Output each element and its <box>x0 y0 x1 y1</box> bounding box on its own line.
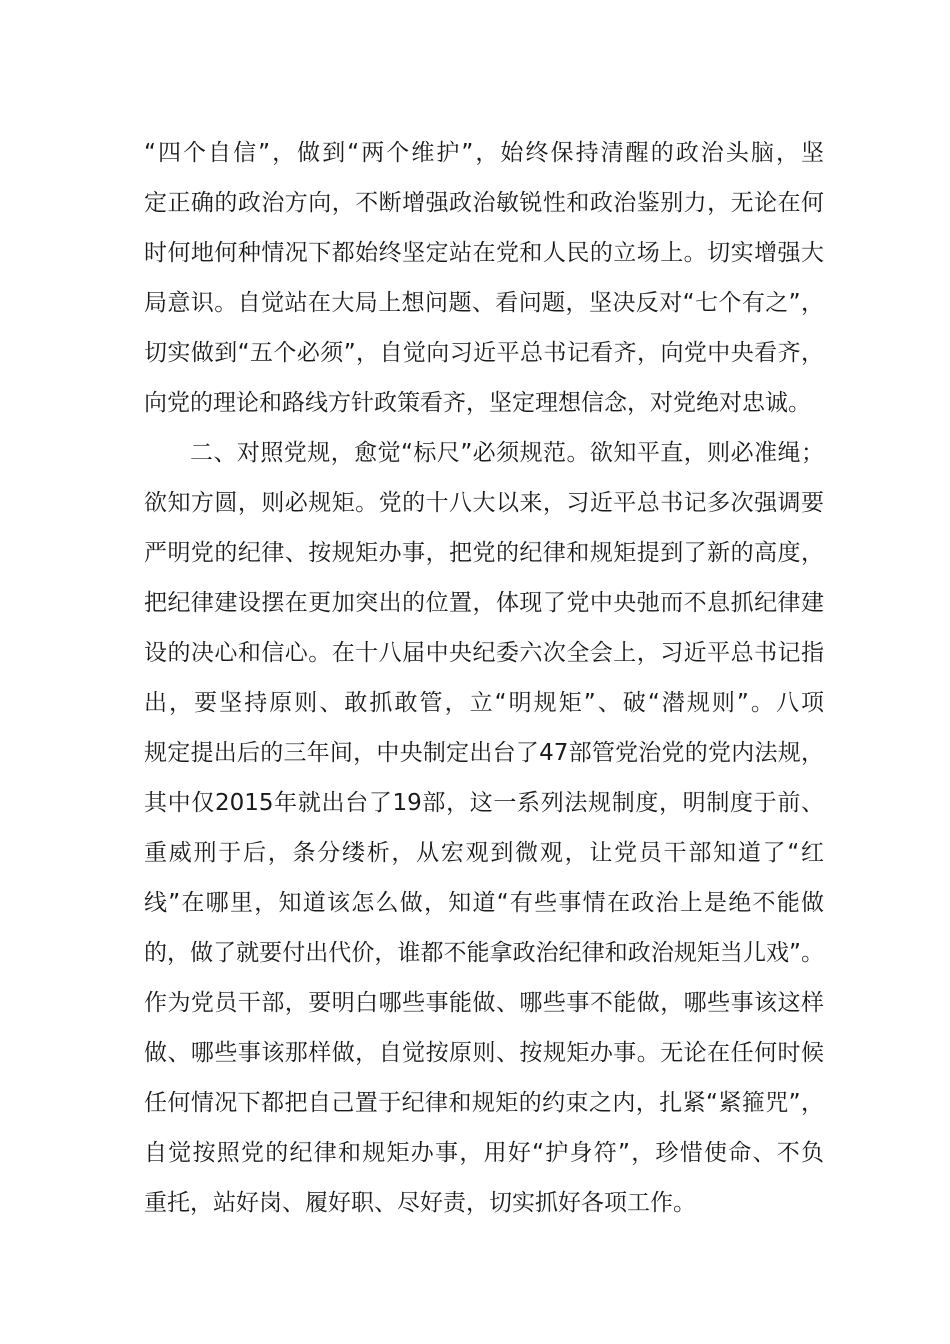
text-line: 出，要坚持原则、敢抓敢管，立“明规矩”、破“潜规则”。八项 <box>144 690 824 716</box>
text-line: 重威刑于后，条分缕析，从宏观到微观，让党员干部知道了“红 <box>144 840 824 866</box>
text-line: 作为党员干部，要明白哪些事能做、哪些事不能做，哪些事该这样 <box>144 990 824 1016</box>
text-line: 线”在哪里，知道该怎么做，知道“有些事情在政治上是绝不能做 <box>144 890 824 916</box>
text-line: 重托，站好岗、履好职、尽好责，切实抓好各项工作。 <box>144 1190 696 1216</box>
text-line: 局意识。自觉站在大局上想问题、看问题，坚决反对“七个有之”， <box>144 290 824 316</box>
text-line: 切实做到“五个必须”，自觉向习近平总书记看齐，向党中央看齐， <box>144 340 824 366</box>
text-line: 设的决心和信心。在十八届中央纪委六次全会上，习近平总书记指 <box>144 640 824 666</box>
body-text <box>144 128 824 1228</box>
text-line: 把纪律建设摆在更加突出的位置，体现了党中央弛而不息抓纪律建 <box>144 590 824 616</box>
text-line: 时何地何种情况下都始终坚定站在党和人民的立场上。切实增强大 <box>144 240 824 266</box>
text-line: 二、对照党规，愈觉“标尺”必须规范。欲知平直，则必准绳； <box>190 440 824 466</box>
text-line: 规定提出后的三年间，中央制定出台了47部管党治党的党内法规， <box>144 740 824 766</box>
text-line: 做、哪些事该那样做，自觉按原则、按规矩办事。无论在任何时候 <box>144 1040 824 1066</box>
text-line: 自觉按照党的纪律和规矩办事，用好“护身符”，珍惜使命、不负 <box>144 1140 824 1166</box>
text-line: “四个自信”，做到“两个维护”，始终保持清醒的政治头脑，坚 <box>144 140 824 166</box>
text-line: 欲知方圆，则必规矩。党的十八大以来，习近平总书记多次强调要 <box>144 490 824 516</box>
text-line: 严明党的纪律、按规矩办事，把党的纪律和规矩提到了新的高度， <box>144 540 824 566</box>
text-line: 任何情况下都把自己置于纪律和规矩的约束之内，扎紧“紧箍咒”， <box>144 1090 824 1116</box>
text-line: 其中仅2015年就出台了19部，这一系列法规制度，明制度于前、 <box>144 790 824 816</box>
text-line: 定正确的政治方向，不断增强政治敏锐性和政治鉴别力，无论在何 <box>144 190 824 216</box>
text-line: 向党的理论和路线方针政策看齐，坚定理想信念，对党绝对忠诚。 <box>144 390 811 416</box>
text-line: 的，做了就要付出代价，谁都不能拿政治纪律和政治规矩当儿戏”。 <box>144 940 824 966</box>
